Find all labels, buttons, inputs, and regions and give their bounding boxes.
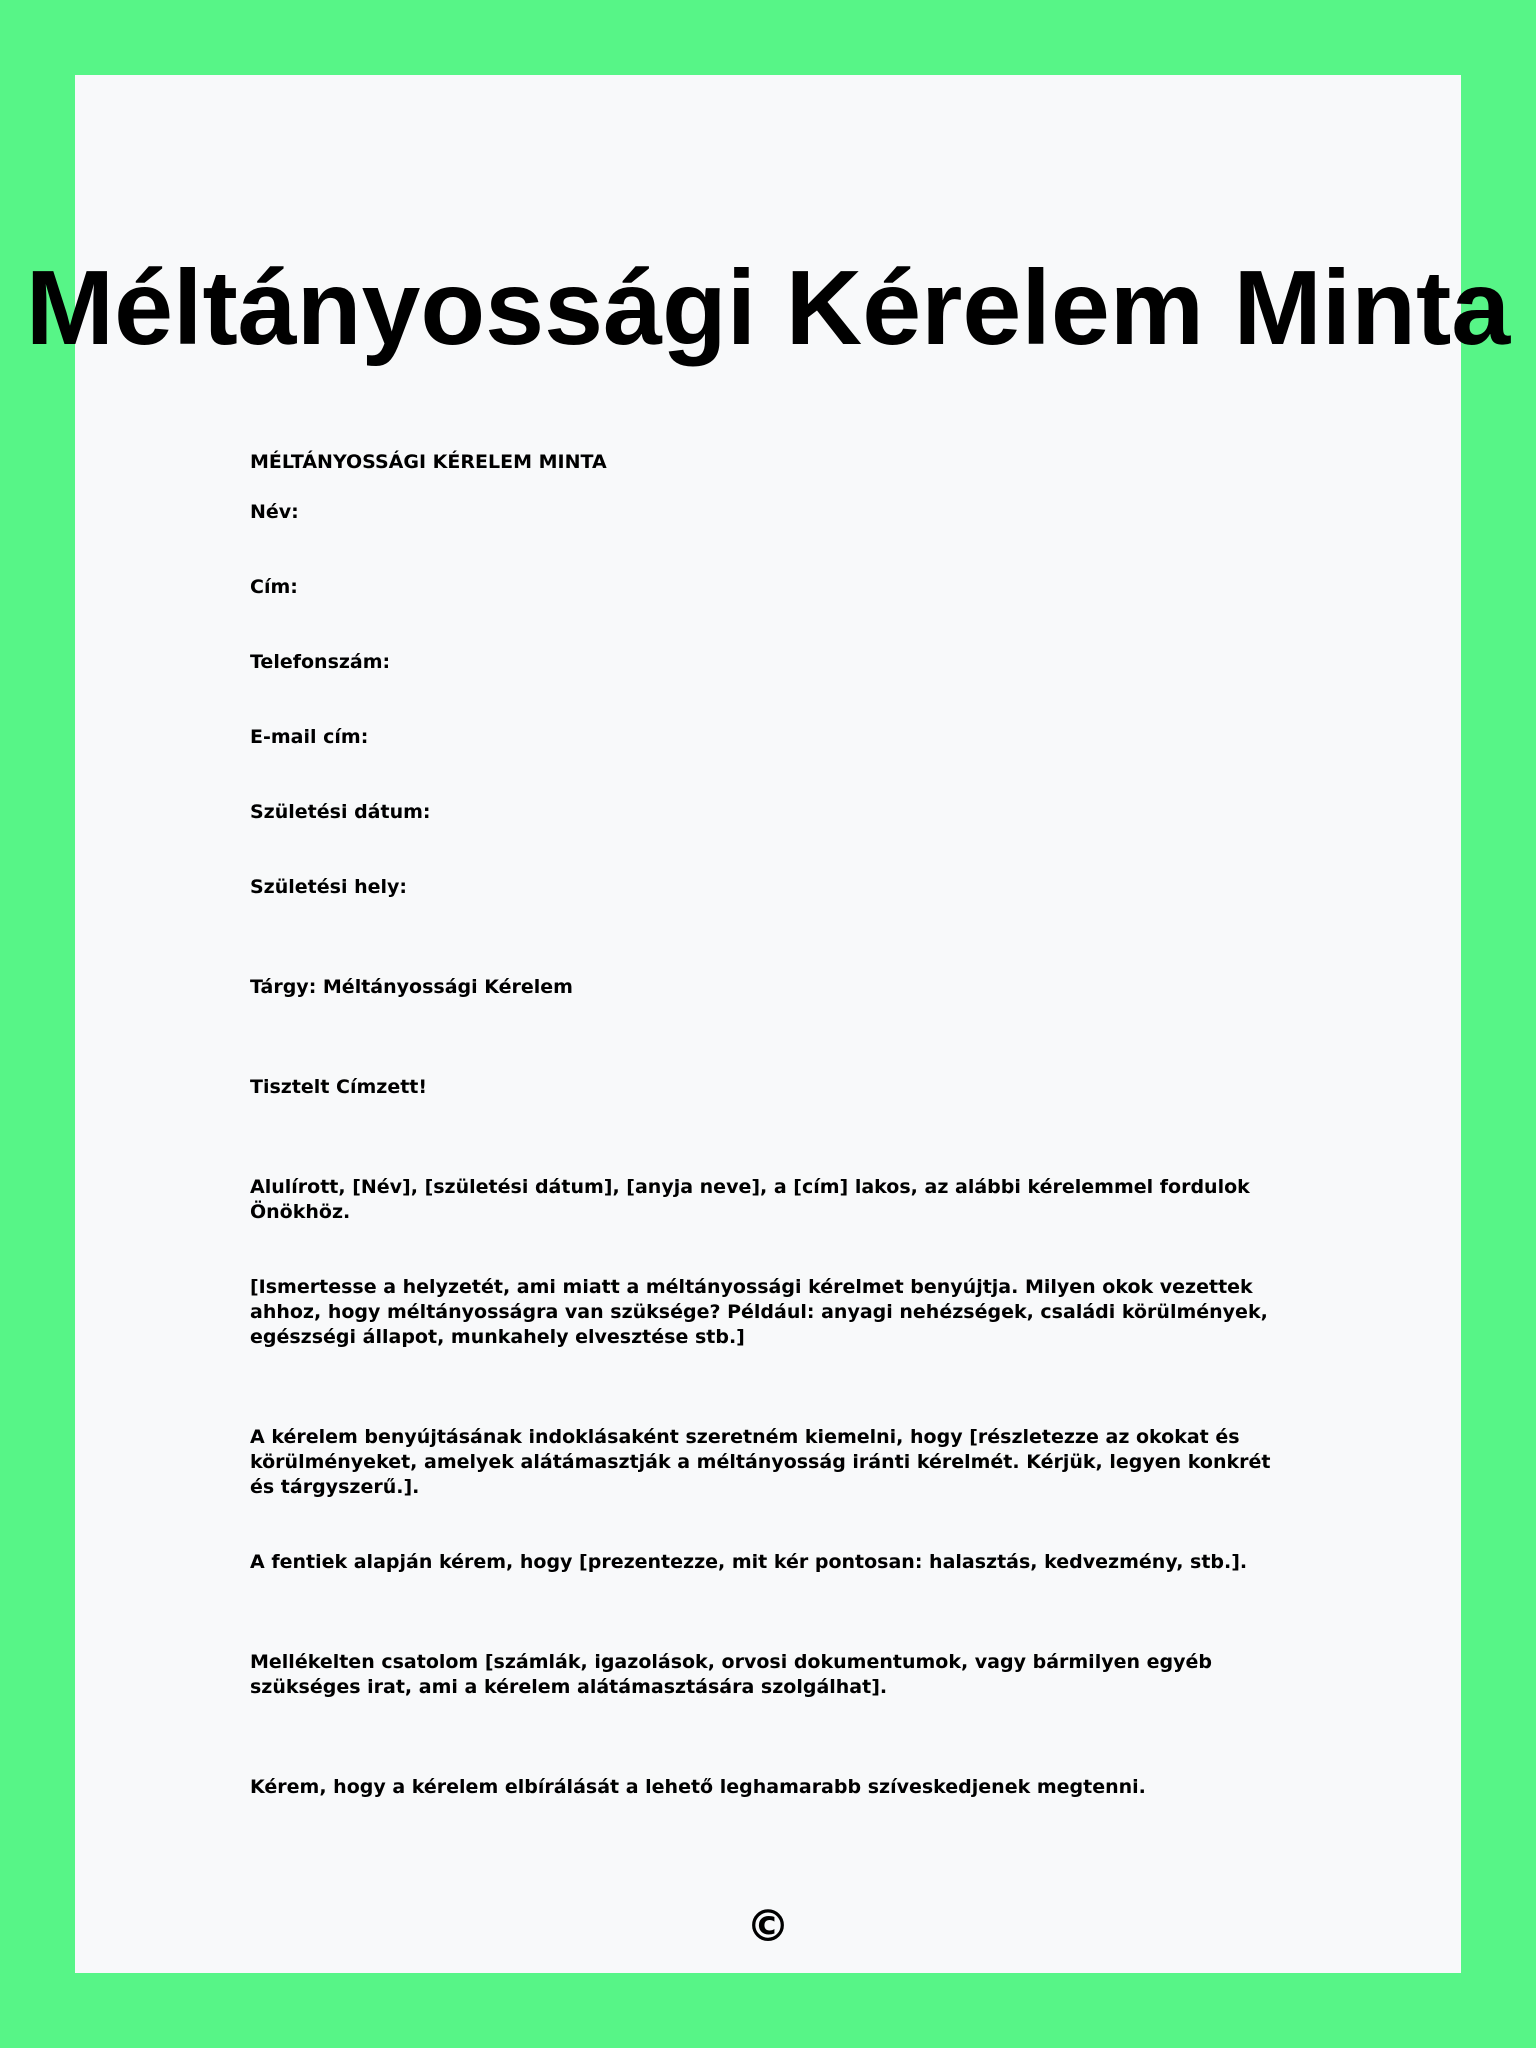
field-birth-date-label: Születési dátum: bbox=[250, 801, 431, 823]
salutation: Tisztelt Címzett! bbox=[250, 1076, 428, 1098]
subject-line: Tárgy: Méltányossági Kérelem bbox=[250, 976, 573, 998]
document-heading: MÉLTÁNYOSSÁGI KÉRELEM MINTA bbox=[250, 451, 607, 473]
page-title: Méltányossági Kérelem Minta bbox=[25, 249, 1511, 367]
paragraph-attachments: Mellékelten csatolom [számlák, igazolások, orvosi dokumentumok, vagy bármilyen egyéb szükséges irat, ami a kérelem alátámasztására szolgálhat]. bbox=[250, 1651, 1212, 1698]
paragraph-request: A fentiek alapján kérem, hogy [prezentezze, mit kér pontosan: halasztás, kedvezmény, stb.]. bbox=[250, 1551, 1248, 1573]
field-address-label: Cím: bbox=[250, 576, 298, 598]
paragraph-justification: A kérelem benyújtásának indoklásaként szeretném kiemelni, hogy [részletezze az okokat és körülményeket, amelyek alátámasztják a méltányosság iránti kérelmét. Kérjük, legyen konkrét és tárgyszerű.]. bbox=[250, 1426, 1271, 1498]
field-email-label: E-mail cím: bbox=[250, 726, 369, 748]
copyright-icon: © bbox=[746, 1901, 790, 1952]
paragraph-intro: Alulírott, [Név], [születési dátum], [anyja neve], a [cím] lakos, az alábbi kérelemmel fordulok Önökhöz. bbox=[250, 1176, 1250, 1223]
field-birth-place-label: Születési hely: bbox=[250, 876, 407, 898]
field-phone-label: Telefonszám: bbox=[250, 651, 391, 673]
paragraph-situation: [Ismertesse a helyzetét, ami miatt a méltányossági kérelmet benyújtja. Milyen okok vezettek ahhoz, hogy méltányosságra van szüksége? Például: anyagi nehézségek, családi körülmények, egészségi állapot, munkahely elvesztése stb.] bbox=[250, 1276, 1268, 1348]
paragraph-closing: Kérem, hogy a kérelem elbírálását a lehető leghamarabb szíveskedjenek megtenni. bbox=[250, 1776, 1146, 1798]
field-name-label: Név: bbox=[250, 501, 299, 523]
